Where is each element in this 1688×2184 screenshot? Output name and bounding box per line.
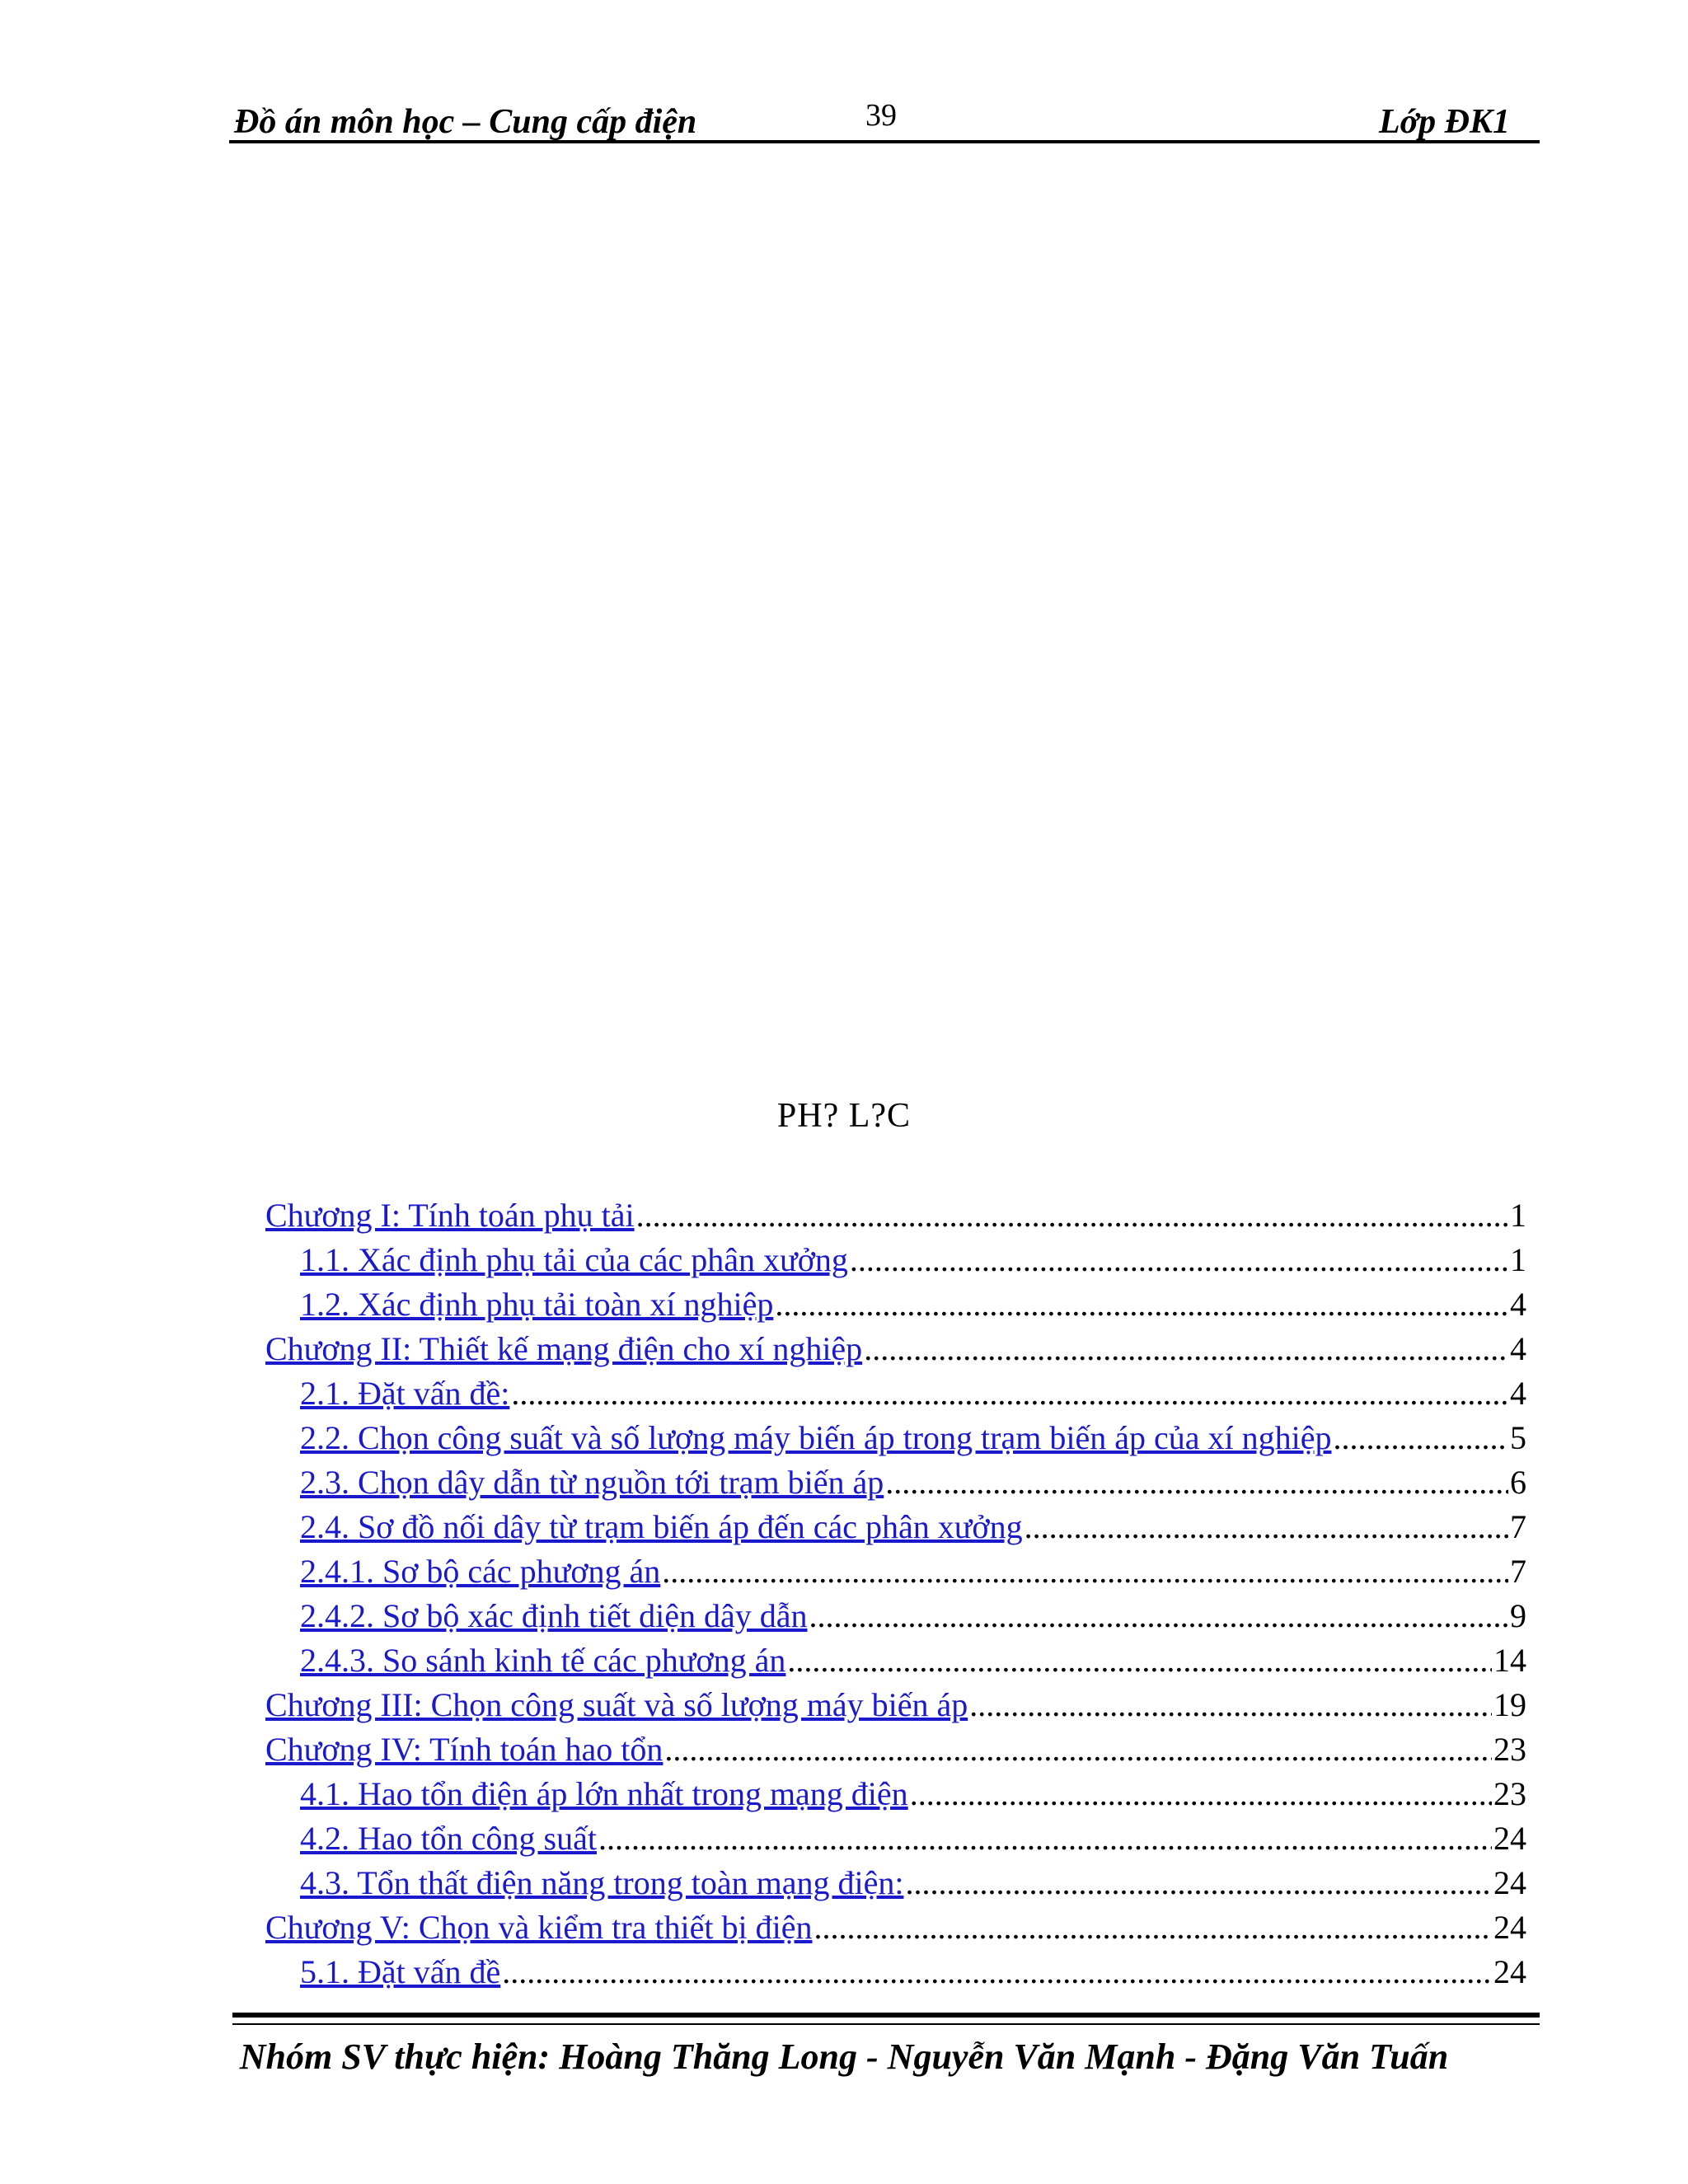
toc-entry: [265, 1772, 1526, 1816]
toc-entry: [265, 1638, 1526, 1683]
toc-entry: [265, 1238, 1526, 1282]
toc-page-number: 14: [1493, 1642, 1526, 1679]
toc-leader-dots: [1333, 1416, 1508, 1460]
toc-link[interactable]: Chương V: Chọn và kiểm tra thiết bị điện: [265, 1909, 813, 1946]
toc-entry: [265, 1371, 1526, 1416]
toc-entry: [265, 1905, 1526, 1950]
footer-rule-thin: [232, 2023, 1540, 2025]
toc-leader-dots: [775, 1282, 1508, 1327]
toc-link[interactable]: 1.2. Xác định phụ tải toàn xí nghiệp: [300, 1286, 774, 1323]
toc-page-number: 23: [1493, 1775, 1526, 1812]
toc-page-number: 24: [1493, 1909, 1526, 1946]
toc-link[interactable]: 1.1. Xác định phụ tải của các phân xưởng: [300, 1241, 848, 1278]
toc-link[interactable]: 4.1. Hao tổn điện áp lớn nhất trong mạng điện: [300, 1775, 908, 1812]
toc-entry: [265, 1460, 1526, 1505]
header-class: Lớp ĐK1: [1378, 103, 1510, 141]
toc-page-number: 9: [1510, 1597, 1526, 1634]
toc-entry: [265, 1416, 1526, 1460]
toc-leader-dots: [864, 1327, 1508, 1371]
toc-page-number: 7: [1510, 1508, 1526, 1545]
toc-link[interactable]: 4.2. Hao tổn công suất: [300, 1820, 597, 1857]
toc-title: PH? L?C: [776, 1097, 912, 1135]
toc-entry: [265, 1950, 1526, 1994]
toc-entry: [265, 1193, 1526, 1238]
table-of-contents: [265, 1193, 1526, 1994]
toc-entry: [265, 1549, 1526, 1594]
toc-leader-dots: [1025, 1505, 1508, 1549]
toc-link[interactable]: 2.1. Đặt vấn đề:: [300, 1375, 510, 1412]
footer-authors: Nhóm SV thực hiện: Hoàng Thăng Long - Nguyễn Văn Mạnh - Đặng Văn Tuấn: [239, 2036, 1449, 2077]
toc-leader-dots: [664, 1727, 1492, 1772]
toc-leader-dots: [910, 1772, 1492, 1816]
toc-leader-dots: [905, 1861, 1492, 1905]
toc-link[interactable]: 5.1. Đặt vấn đề: [300, 1953, 501, 1990]
toc-entry: [265, 1327, 1526, 1371]
toc-leader-dots: [969, 1683, 1492, 1727]
toc-page-number: 1: [1510, 1197, 1526, 1234]
toc-page-number: 4: [1510, 1330, 1526, 1367]
toc-page-number: 23: [1493, 1731, 1526, 1768]
header-rule: [229, 140, 1540, 143]
toc-link[interactable]: 2.2. Chọn công suất và số lượng máy biến áp trong trạm biến áp của xí nghiệp: [300, 1419, 1332, 1456]
toc-link[interactable]: 2.4.3. So sánh kinh tế các phương án: [300, 1642, 786, 1679]
toc-page-number: 24: [1493, 1820, 1526, 1857]
toc-link[interactable]: Chương II: Thiết kế mạng điện cho xí nghiệp: [265, 1330, 863, 1367]
toc-link[interactable]: 2.4.2. Sơ bộ xác định tiết diện dây dẫn: [300, 1597, 808, 1634]
toc-leader-dots: [662, 1549, 1508, 1594]
page-header: [229, 97, 1538, 147]
toc-link[interactable]: 4.3. Tổn thất điện năng trong toàn mạng điện:: [300, 1864, 904, 1901]
toc-page-number: 5: [1510, 1419, 1526, 1456]
toc-entry: [265, 1594, 1526, 1638]
toc-leader-dots: [502, 1950, 1492, 1994]
toc-leader-dots: [850, 1238, 1508, 1282]
toc-entry: [265, 1861, 1526, 1905]
toc-leader-dots: [787, 1638, 1492, 1683]
toc-leader-dots: [814, 1905, 1493, 1950]
toc-link[interactable]: Chương I: Tính toán phụ tải: [265, 1197, 635, 1234]
toc-leader-dots: [885, 1460, 1508, 1505]
page-number: 39: [865, 98, 897, 133]
toc-entry: [265, 1505, 1526, 1549]
toc-entry: [265, 1816, 1526, 1861]
toc-link[interactable]: Chương III: Chọn công suất và số lượng máy biến áp: [265, 1686, 968, 1723]
header-course-title: Đồ án môn học – Cung cấp điện: [234, 103, 697, 141]
toc-page-number: 24: [1493, 1864, 1526, 1901]
toc-leader-dots: [636, 1193, 1508, 1238]
toc-link[interactable]: 2.3. Chọn dây dẫn từ nguồn tới trạm biến áp: [300, 1464, 884, 1501]
toc-page-number: 4: [1510, 1286, 1526, 1323]
toc-entry: [265, 1282, 1526, 1327]
toc-page-number: 7: [1510, 1553, 1526, 1590]
toc-page-number: 19: [1493, 1686, 1526, 1723]
toc-page-number: 4: [1510, 1375, 1526, 1412]
toc-leader-dots: [809, 1594, 1509, 1638]
toc-link[interactable]: 2.4.1. Sơ bộ các phương án: [300, 1553, 661, 1590]
toc-entry: [265, 1683, 1526, 1727]
toc-link[interactable]: Chương IV: Tính toán hao tổn: [265, 1731, 663, 1768]
toc-page-number: 1: [1510, 1241, 1526, 1278]
toc-page-number: 24: [1493, 1953, 1526, 1990]
footer-rule-thick: [232, 2013, 1540, 2018]
toc-link[interactable]: 2.4. Sơ đồ nối dây từ trạm biến áp đến các phân xưởng: [300, 1508, 1023, 1545]
toc-leader-dots: [511, 1371, 1508, 1416]
toc-leader-dots: [598, 1816, 1492, 1861]
toc-page-number: 6: [1510, 1464, 1526, 1501]
toc-entry: [265, 1727, 1526, 1772]
